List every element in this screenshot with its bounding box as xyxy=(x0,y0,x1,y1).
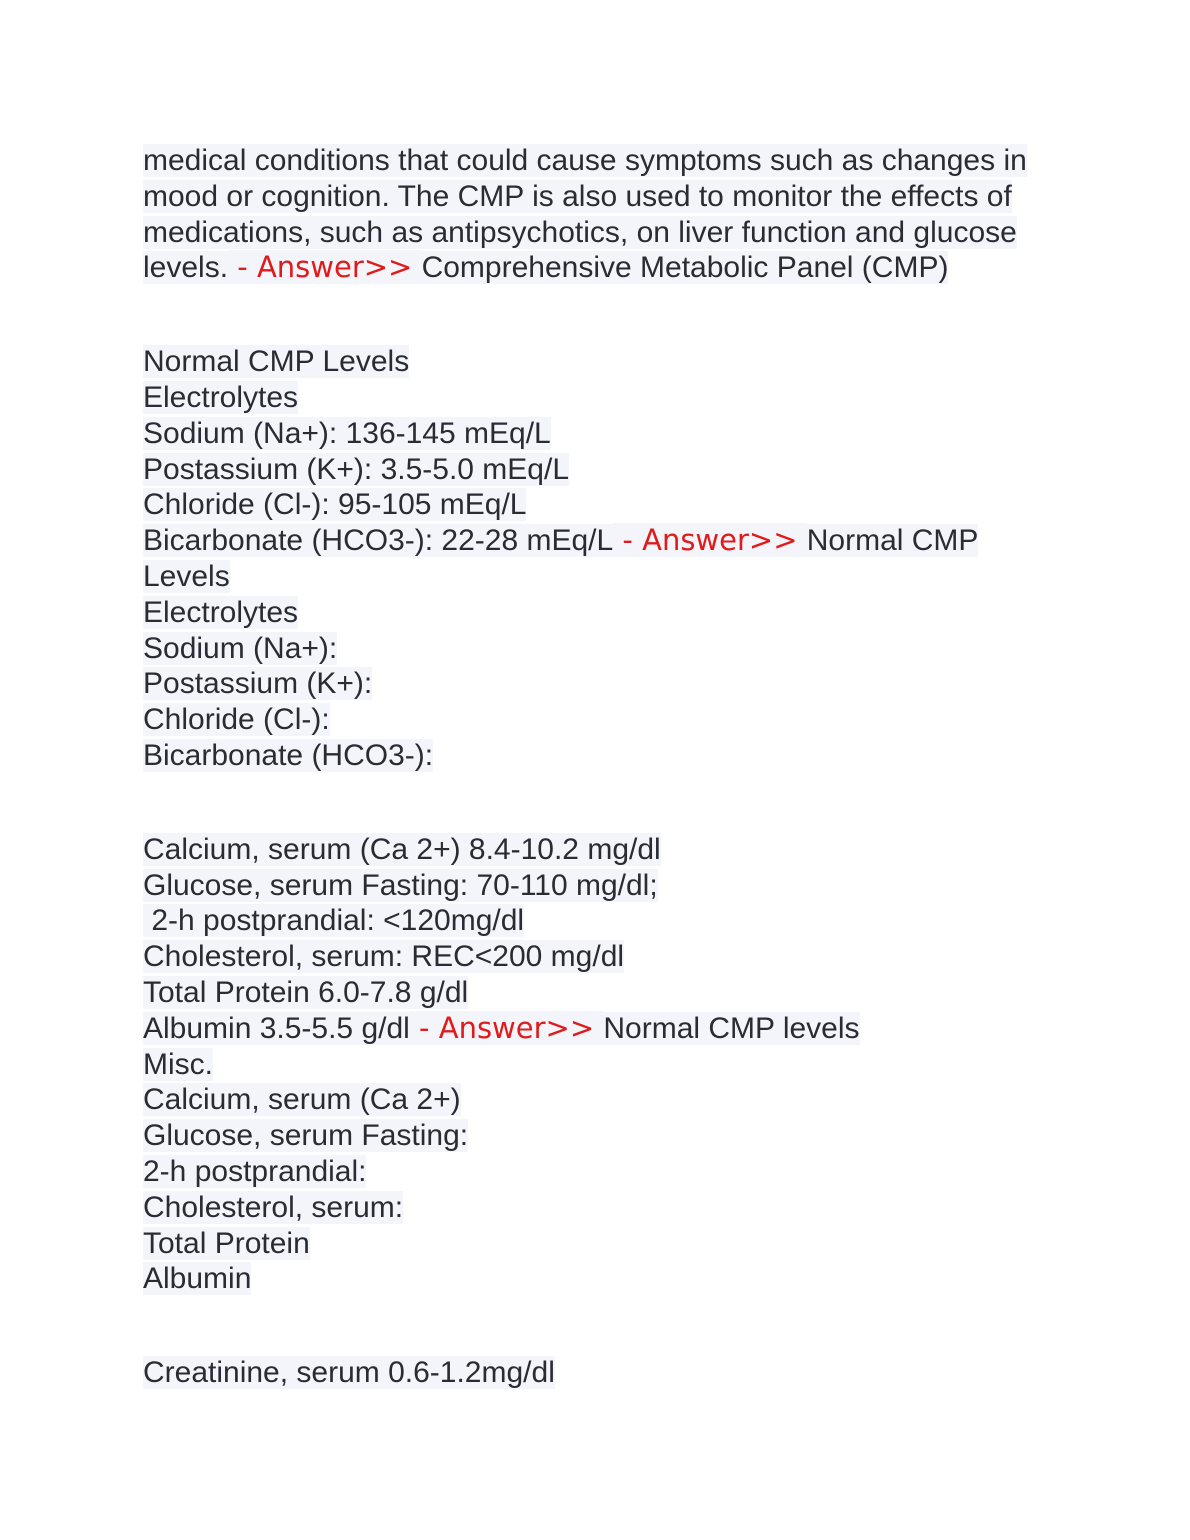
answer-text: Normal CMP xyxy=(806,524,979,558)
line: Cholesterol, serum: REC<200 mg/dl xyxy=(143,940,625,974)
line: Chloride (Cl-): 95-105 mEq/L xyxy=(143,488,527,522)
qa-block-cmp xyxy=(143,143,1053,286)
qa-block-electrolytes xyxy=(143,344,1053,774)
line: Misc. xyxy=(143,1047,213,1081)
line: Normal CMP Levels xyxy=(143,345,410,379)
line: 2-h postprandial: <120mg/dl xyxy=(143,904,525,938)
answer-marker: - Answer>> xyxy=(409,1010,604,1045)
line: Sodium (Na+): 136-145 mEq/L xyxy=(143,416,551,450)
line: Electrolytes xyxy=(143,380,299,414)
qa-block-creatinine xyxy=(143,1355,1053,1391)
line: Albumin xyxy=(143,1262,252,1296)
line: Chloride (Cl-): xyxy=(143,703,330,737)
question-text: medical conditions that could cause symptoms such as changes in mood or cognition. The CMP is also used to monitor the effects of medications, such as antipsychotics, on liver function and glucose levels. xyxy=(143,144,1027,285)
line: Calcium, serum (Ca 2+) xyxy=(143,1083,461,1117)
qa-block-misc xyxy=(143,832,1053,1297)
document-body xyxy=(143,143,1053,1391)
line: Total Protein xyxy=(143,1226,310,1260)
line: Glucose, serum Fasting: 70-110 mg/dl; xyxy=(143,868,658,902)
line: Levels xyxy=(143,559,230,593)
line: Postassium (K+): 3.5-5.0 mEq/L xyxy=(143,452,570,486)
line: Cholesterol, serum: xyxy=(143,1190,404,1224)
line: Postassium (K+): xyxy=(143,667,373,701)
line: 2-h postprandial: xyxy=(143,1154,367,1188)
answer-text: Comprehensive Metabolic Panel (CMP) xyxy=(421,251,949,285)
line: Total Protein 6.0-7.8 g/dl xyxy=(143,975,469,1009)
line: Calcium, serum (Ca 2+) 8.4-10.2 mg/dl xyxy=(143,832,661,866)
line: Creatinine, serum 0.6-1.2mg/dl xyxy=(143,1356,555,1390)
line: Bicarbonate (HCO3-): xyxy=(143,738,434,772)
line: Electrolytes xyxy=(143,595,299,629)
line: Glucose, serum Fasting: xyxy=(143,1119,469,1153)
answer-marker: - Answer>> xyxy=(228,250,422,285)
line: Albumin 3.5-5.5 g/dl xyxy=(143,1011,410,1045)
line: Sodium (Na+): xyxy=(143,631,338,665)
line: Bicarbonate (HCO3-): 22-28 mEq/L xyxy=(143,524,614,558)
answer-marker: - Answer>> xyxy=(613,523,807,558)
answer-text: Normal CMP levels xyxy=(603,1011,860,1045)
